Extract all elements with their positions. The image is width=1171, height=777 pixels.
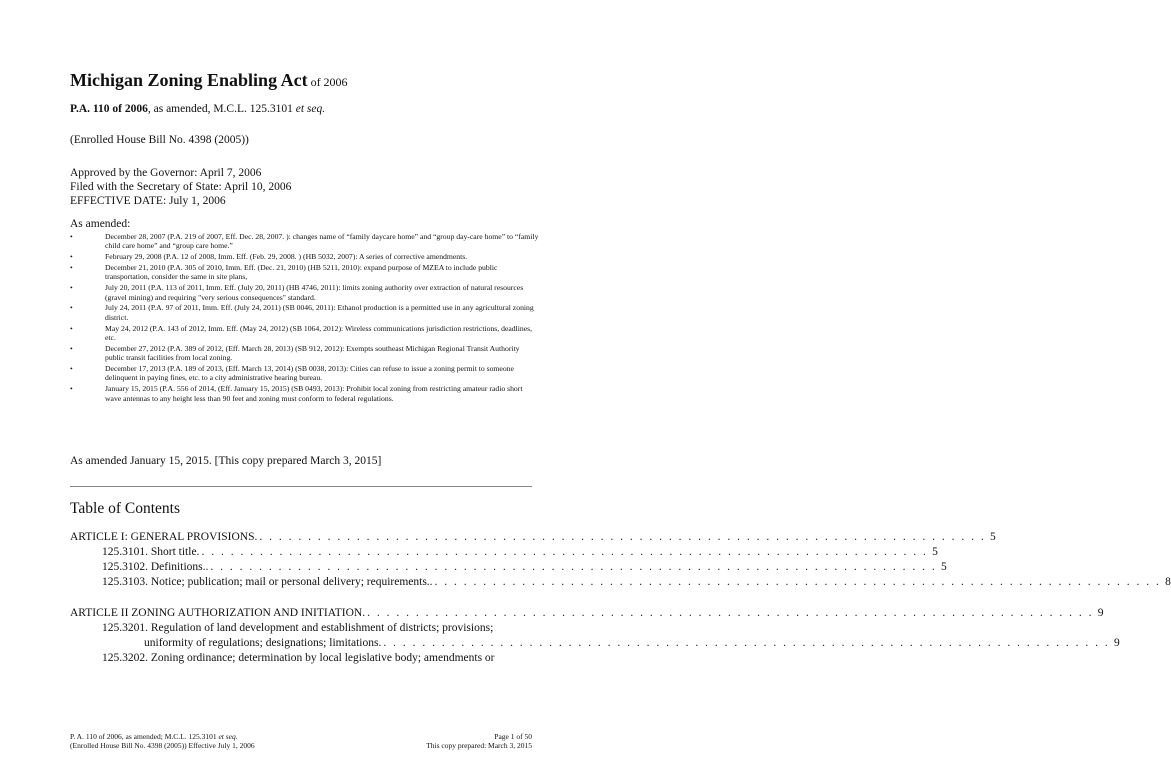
bullet-icon: • xyxy=(70,343,73,353)
bullet-icon: • xyxy=(70,252,73,262)
toc-dot-leader: . . . . . . . . . . . . . . . . . . . . . . . . . . . . . . . . . . . . . . . . . . . . . . . . . . . . . . . . . . . . . . . . . . . . . . . . . . . xyxy=(367,607,1094,619)
bullet-icon: • xyxy=(70,263,73,273)
section-divider xyxy=(70,486,532,487)
toc-page-number: 8 xyxy=(1165,576,1171,588)
amendment-item xyxy=(70,283,540,302)
amendment-item xyxy=(70,303,540,322)
toc-entry-125-3202[interactable] xyxy=(102,652,532,664)
toc-page-number: 5 xyxy=(989,531,996,543)
bullet-icon: • xyxy=(70,384,73,394)
amendment-text: January 15, 2015 (P.A. 556 of 2014, (Eff. January 15, 2015) (SB 0493, 2013): Prohibit local zoning from restricting amateur radio short wave antennas to any height less than 90 feet and zoning must conform to federal regulations. xyxy=(105,384,523,403)
approved-line: Approved by the Governor: April 7, 2006 xyxy=(70,167,262,179)
toc-entry-text: 125.3201. Regulation of land development and establishment of districts; provisions; xyxy=(102,622,494,634)
effective-date-line: EFFECTIVE DATE: July 1, 2006 xyxy=(70,195,226,207)
toc-entry-125-3201-cont[interactable] xyxy=(144,637,1120,649)
footer-enrolled: (Enrolled House Bill No. 4398 (2005)) Effective July 1, 2006 xyxy=(70,741,255,750)
footer-citation-et-seq: et seq. xyxy=(218,732,238,741)
toc-entry-text: ARTICLE II ZONING AUTHORIZATION AND INITIATION. xyxy=(70,607,366,619)
footer-citation xyxy=(70,732,255,741)
toc-entry-text: 125.3103. Notice; publication; mail or personal delivery; requirements.. xyxy=(102,576,433,588)
bullet-icon: • xyxy=(70,364,73,374)
toc-dot-leader: . . . . . . . . . . . . . . . . . . . . . . . . . . . . . . . . . . . . . . . . . . . . . . . . . . . . . . . . . . . . . . . . . . . . . . . . . . . xyxy=(383,637,1110,649)
bullet-icon: • xyxy=(70,232,73,241)
toc-page-number: 9 xyxy=(1097,607,1104,619)
toc-dot-leader: . . . . . . . . . . . . . . . . . . . . . . . . . . . . . . . . . . . . . . . . . . . . . . . . . . . . . . . . . . . . . . . . . . . . . . . . . . . xyxy=(259,531,986,543)
toc-page-number: 5 xyxy=(941,561,947,573)
amendment-item xyxy=(70,232,540,251)
bullet-icon: • xyxy=(70,303,73,313)
page-number: Page 1 of 50 xyxy=(494,732,532,741)
toc-entry-text: 125.3101. Short title. xyxy=(102,546,200,558)
amendment-item xyxy=(70,344,540,363)
toc-entry-125-3101[interactable] xyxy=(102,546,938,558)
amendment-text: December 17, 2013 (P.A. 189 of 2013, (Eff. March 13, 2014) (SB 0038, 2013): Cities can refuse to issue a zoning permit to someone delinquent in paying fines, etc. to a city administrative hearing bureau. xyxy=(105,364,514,383)
amendment-item xyxy=(70,324,540,343)
toc-entry-text: ARTICLE I: GENERAL PROVISIONS. xyxy=(70,531,258,543)
title-suffix: of 2006 xyxy=(307,75,348,89)
toc-entry-text: 125.3102. Definitions.. xyxy=(102,561,209,573)
amendment-text: December 28, 2007 (P.A. 219 of 2007, Eff. Dec. 28, 2007. ): changes name of “family daycare home” and “group day-care home” to “family child care home” and “group care home.” xyxy=(105,232,539,251)
enrolled-bill: (Enrolled House Bill No. 4398 (2005)) xyxy=(70,134,249,146)
page-footer-left xyxy=(70,732,255,750)
amended-date-note: As amended January 15, 2015. [This copy prepared March 3, 2015] xyxy=(70,455,382,467)
amendment-item xyxy=(70,364,540,383)
toc-page-number: 5 xyxy=(932,546,938,558)
public-act-details: , as amended, M.C.L. 125.3101 xyxy=(147,103,296,115)
amendment-text: July 24, 2011 (P.A. 97 of 2011, Imm. Eff. (July 24, 2011) (SB 0046, 2011): Ethanol production is a permitted use in any agricultural zoning district. xyxy=(105,303,534,322)
amendments-list xyxy=(70,232,540,404)
toc-dot-leader: . . . . . . . . . . . . . . . . . . . . . . . . . . . . . . . . . . . . . . . . . . . . . . . . . . . . . . . . . . . . . . . . . . . . . . . . . . . xyxy=(434,576,1161,588)
bullet-icon: • xyxy=(70,283,73,293)
footer-citation-text: P. A. 110 of 2006, as amended; M.C.L. 125.3101 xyxy=(70,732,219,741)
toc-entry-text: uniformity of regulations; designations; limitations. xyxy=(144,637,382,649)
toc-entry-text: 125.3202. Zoning ordinance; determination by local legislative body; amendments or xyxy=(102,652,495,664)
public-act-citation xyxy=(70,103,325,115)
public-act-number: P.A. 110 of 2006 xyxy=(70,103,148,115)
amendment-text: May 24, 2012 (P.A. 143 of 2012, Imm. Eff. (May 24, 2012) (SB 1064, 2012): Wireless communications jurisdiction restrictions, deadlines, etc. xyxy=(105,323,533,342)
toc-entry-125-3102[interactable] xyxy=(102,561,947,573)
amendment-item xyxy=(70,263,540,282)
toc-entry-125-3103[interactable] xyxy=(102,576,1171,588)
toc-entry-article-2[interactable] xyxy=(70,607,1104,619)
amendment-text: February 29, 2008 (P.A. 12 of 2008, Imm. Eff. (Feb. 29, 2008. ) (HB 5032, 2007): A series of corrective amendments. xyxy=(105,252,468,262)
amendment-text: December 21, 2010 (P.A. 305 of 2010, Imm. Eff. (Dec. 21, 2010) (HB 5211, 2010): expand purpose of MZEA to include public transportation, consider the same in site plans, xyxy=(105,263,498,282)
toc-page-number: 9 xyxy=(1113,637,1120,649)
footer-prepared-date: This copy prepared: March 3, 2015 xyxy=(426,741,532,750)
filed-line: Filed with the Secretary of State: April 10, 2006 xyxy=(70,181,292,193)
toc-heading: Table of Contents xyxy=(70,500,180,517)
as-amended-label: As amended: xyxy=(70,218,131,230)
approval-dates xyxy=(70,166,291,208)
amendment-text: December 27, 2012 (P.A. 389 of 2012, (Eff. March 28, 2013) (SB 912, 2012): Exempts southeast Michigan Regional Transit Authority public transit facilities from local zoning. xyxy=(105,343,520,363)
public-act-et-seq: et seq. xyxy=(295,103,326,115)
bullet-icon: • xyxy=(70,323,73,333)
amendment-item xyxy=(70,252,540,261)
title-main: Michigan Zoning Enabling Act xyxy=(70,70,308,90)
toc-entry-125-3201[interactable] xyxy=(102,622,532,634)
document-title xyxy=(70,70,348,91)
toc-entry-article-1[interactable] xyxy=(70,531,996,543)
amendment-item xyxy=(70,384,540,403)
amendment-text: July 20, 2011 (P.A. 113 of 2011, Imm. Eff. (July 20, 2011) (HB 4746, 2011): limits zoning authority over extraction of natural resources (gravel mining) and requiring "very serious consequences" standard. xyxy=(105,283,524,302)
toc-dot-leader: . . . . . . . . . . . . . . . . . . . . . . . . . . . . . . . . . . . . . . . . . . . . . . . . . . . . . . . . . . . . . . . . . . . . . . . . . . . xyxy=(210,561,937,573)
page-footer-right xyxy=(426,732,532,750)
toc-dot-leader: . . . . . . . . . . . . . . . . . . . . . . . . . . . . . . . . . . . . . . . . . . . . . . . . . . . . . . . . . . . . . . . . . . . . . . . . . . . xyxy=(201,546,928,558)
